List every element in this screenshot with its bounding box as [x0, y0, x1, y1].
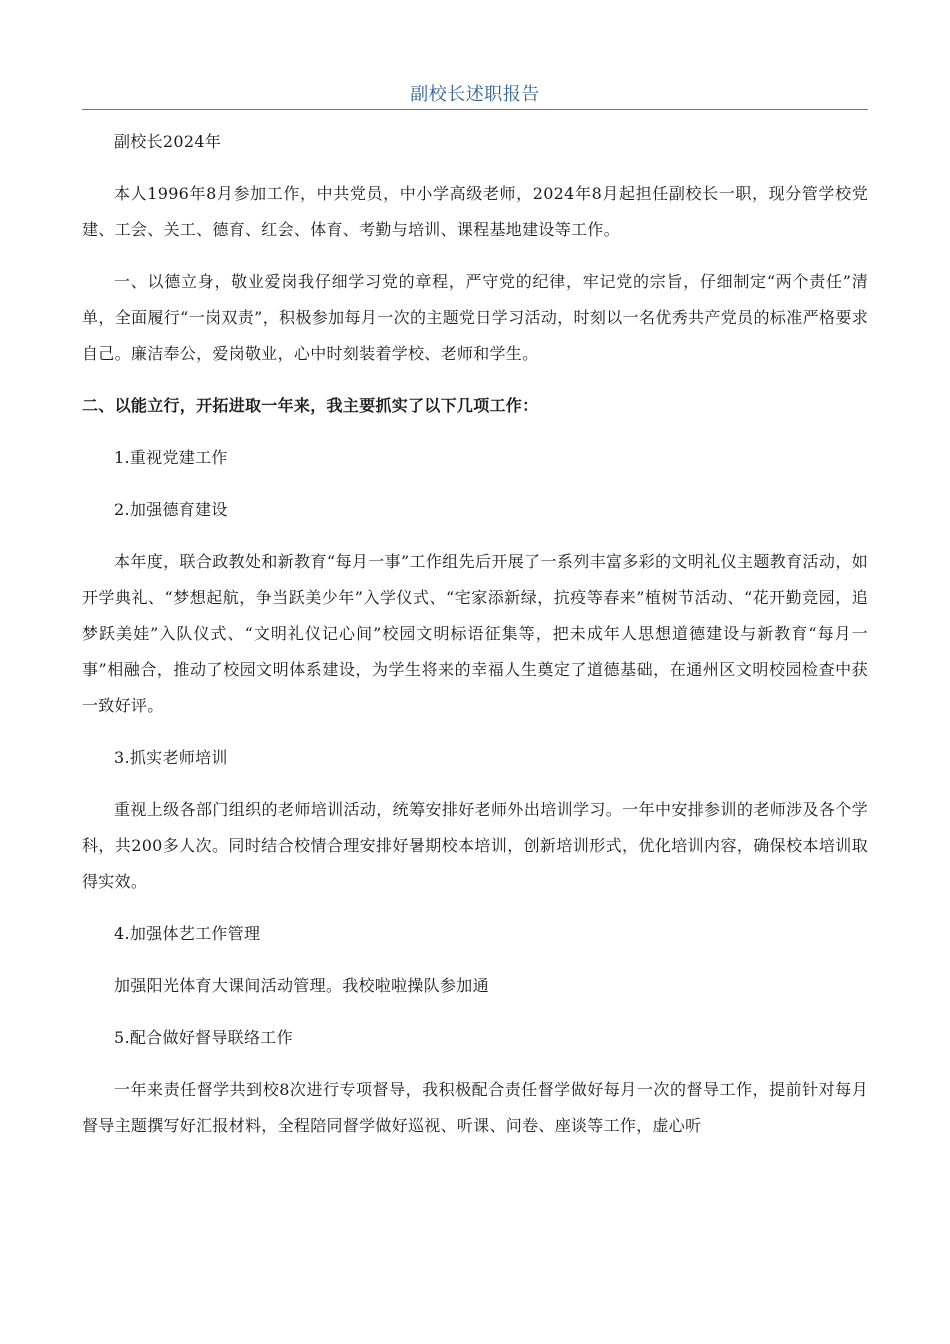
item-heading-5: 5.配合做好督导联络工作: [114, 1028, 293, 1047]
paragraph-intro: 本人1996年8月参加工作，中共党员，中小学高级老师，2024年8月起担任副校长一职，现分管学校党建、工会、关工、德育、红会、体育、考勤与培训、课程基地建设等工作。: [82, 184, 868, 239]
paragraph-moral-education: 本年度，联合政教处和新教育“每月一事”工作组先后开展了一系列丰富多彩的文明礼仪主题教育活动，如开学典礼、“梦想起航，争当跃美少年”入学仪式、“宅家添新绿，抗疫等春来”植树节活动、“花开勤竞园，追梦跃美娃”入队仪式、“文明礼仪记心间”校园文明标语征集等，把未成年人思想道德建设与新教育“每月一事”相融合，推动了校园文明体系建设，为学生将来的幸福人生奠定了道德基础，在通州区文明校园检查中获一致好评。: [82, 552, 868, 715]
paragraph-sports: 加强阳光体育大课间活动管理。我校啦啦操队参加通: [114, 976, 489, 995]
item-heading-2: 2.加强德育建设: [114, 500, 228, 519]
section-two-heading: 二、以能立行，开拓进取一年来，我主要抓实了以下几项工作：: [82, 396, 539, 415]
document-title: 副校长述职报告: [410, 84, 540, 105]
item-heading-3: 3.抓实老师培训: [114, 748, 228, 767]
paragraph-teacher-training: 重视上级各部门组织的老师培训活动，统筹安排好老师外出培训学习。一年中安排参训的老师涉及各个学科，共200多人次。同时结合校情合理安排好暑期校本培训，创新培训形式，优化培训内容，确保校本培训取得实效。: [82, 800, 868, 891]
document-body: [82, 124, 868, 1144]
title-underline: [82, 109, 868, 110]
paragraph-subtitle: 副校长2024年: [114, 132, 222, 151]
paragraph-section-one: 一、以德立身，敬业爱岗我仔细学习党的章程，严守党的纪律，牢记党的宗旨，仔细制定“两个责任”清单，全面履行“一岗双责”，积极参加每月一次的主题党日学习活动，时刻以一名优秀共产党员的标准严格要求自己。廉洁奉公，爱岗敬业，心中时刻装着学校、老师和学生。: [82, 272, 868, 363]
item-heading-1: 1.重视党建工作: [114, 448, 228, 467]
item-heading-4: 4.加强体艺工作管理: [114, 924, 261, 943]
paragraph-supervision: 一年来责任督学共到校8次进行专项督导，我积极配合责任督学做好每月一次的督导工作，提前针对每月督导主题撰写好汇报材料，全程陪同督学做好巡视、听课、问卷、座谈等工作，虚心听: [82, 1080, 868, 1135]
